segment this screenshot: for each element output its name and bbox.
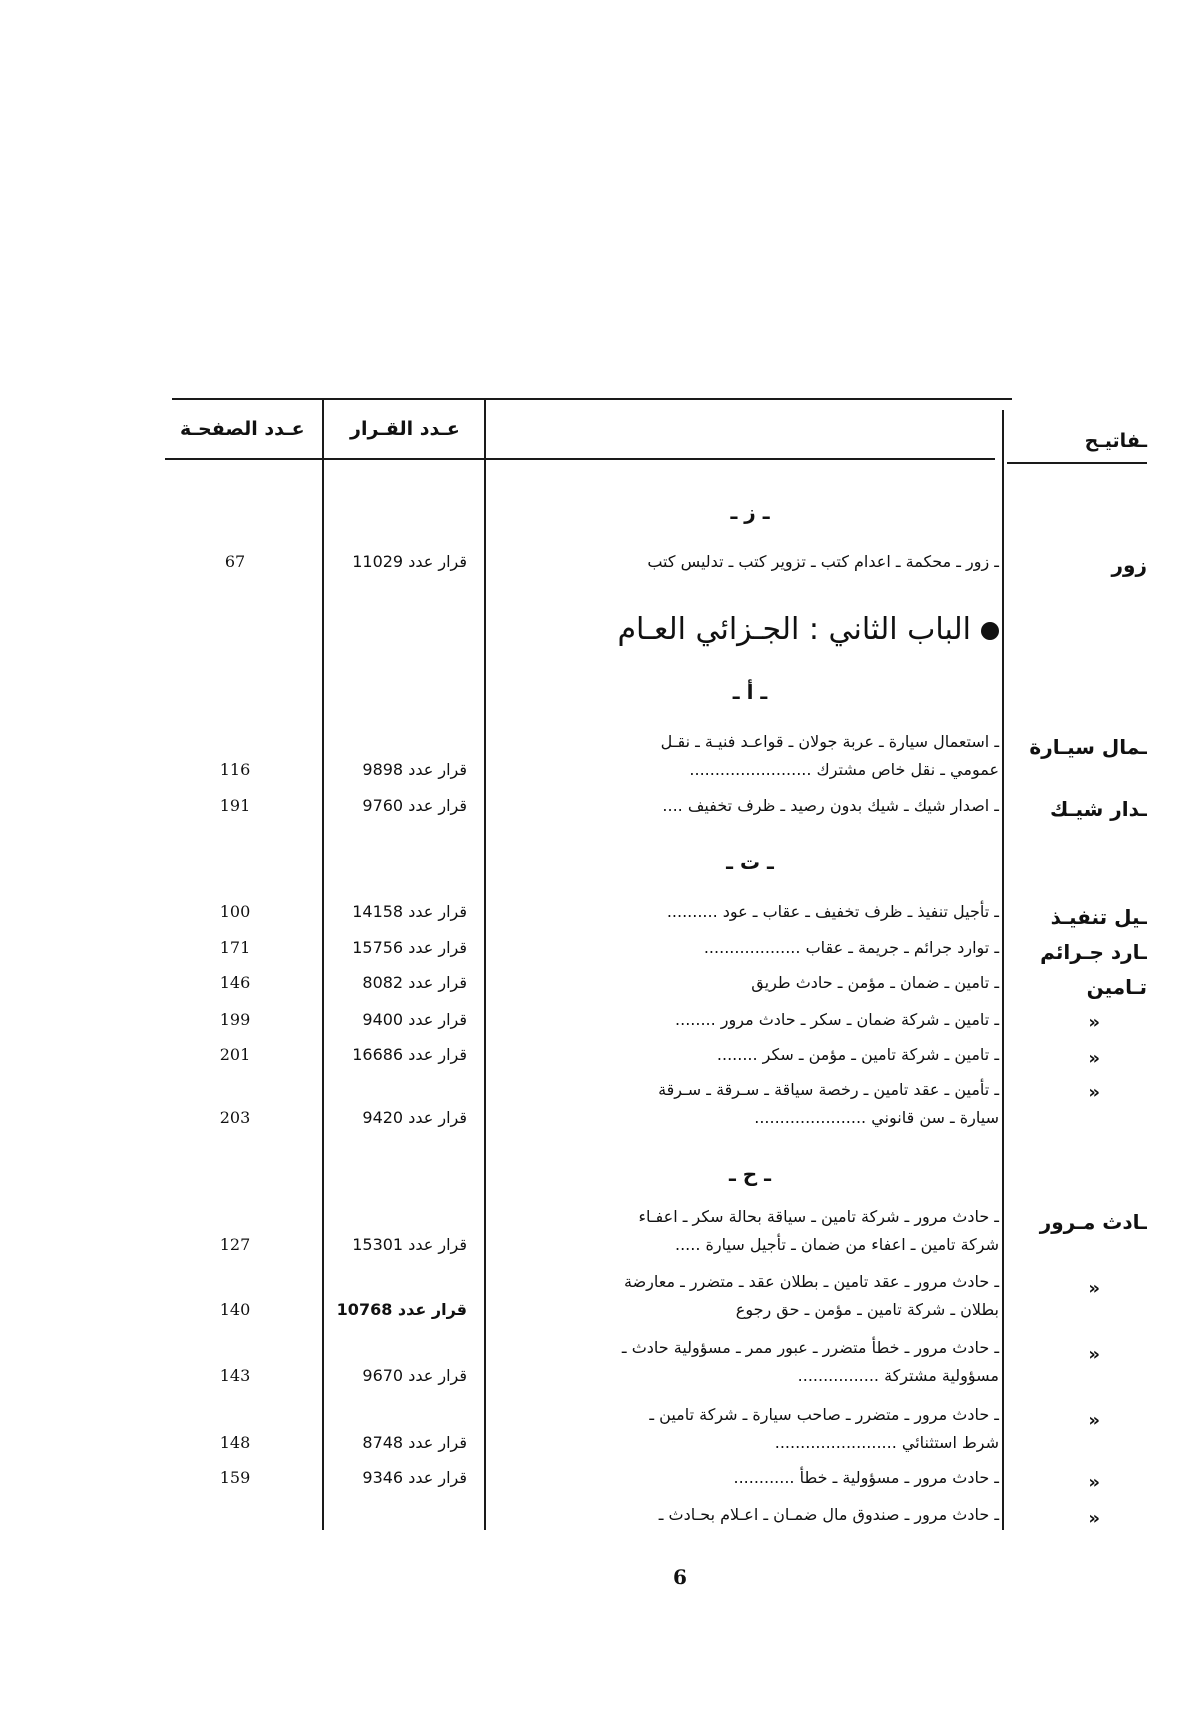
entry-description: ـ تأمين ـ عقد تامين ـ رخصة سياقة ـ سـرقة ـ سـرقة xyxy=(658,1080,999,1099)
bullet-icon xyxy=(981,622,999,640)
entry-description: ـ تأجيل تنفيذ ـ ظرف تخفيف ـ عقاب ـ عود .......... xyxy=(666,902,999,921)
ditto-mark: » xyxy=(1088,1082,1100,1103)
keys-column-header: ـفاتيـح xyxy=(1084,430,1147,452)
page-column-header: عـدد الصفحـة xyxy=(180,418,305,440)
page-number-cell: 159 xyxy=(219,1468,251,1487)
decision-number: قرار عدد 10768 xyxy=(336,1300,467,1319)
chapter-title: الباب الثاني : الجـزائي العـام xyxy=(617,612,999,647)
ditto-mark: » xyxy=(1088,1344,1100,1365)
decision-number: قرار عدد 9400 xyxy=(362,1010,467,1029)
entry-description: ـ حادث مرور ـ شركة تامين ـ سياقة بحالة سكر ـ اعفـاء xyxy=(638,1207,999,1226)
table-top-rule xyxy=(172,398,1012,400)
entry-description: ـ توارد جرائم ـ جريمة ـ عقاب ................... xyxy=(703,938,999,957)
entry-description: بطلان ـ شركة تامين ـ مؤمن ـ حق رجوع xyxy=(735,1300,999,1319)
keyword: زور xyxy=(1111,553,1147,577)
ditto-mark: » xyxy=(1088,1508,1100,1529)
entry-description: ـ حادث مرور ـ متضرر ـ صاحب سيارة ـ شركة تامين ـ xyxy=(649,1405,999,1424)
column-rule-1 xyxy=(322,400,324,1530)
decision-number: قرار عدد 15756 xyxy=(352,938,467,957)
keyword: ـارد جـرائم xyxy=(1040,940,1147,964)
entry-description: ـ حادث مرور ـ صندوق مال ضمـان ـ اعـلام بحـادث ـ xyxy=(658,1505,999,1524)
entry-description: ـ تامين ـ ضمان ـ مؤمن ـ حادث طريق xyxy=(751,973,999,992)
keyword: تـامين xyxy=(1086,975,1147,999)
entry-description: ـ حادث مرور ـ عقد تامين ـ بطلان عقد ـ متضرر ـ معارضة xyxy=(623,1272,999,1291)
ditto-mark: » xyxy=(1088,1472,1100,1493)
decision-number: قرار عدد 9760 xyxy=(362,796,467,815)
page-number-cell: 127 xyxy=(219,1235,251,1254)
entry-description: شركة تامين ـ اعفاء من ضمان ـ تأجيل سيارة ..... xyxy=(675,1235,999,1254)
entry-description: ـ حادث مرور ـ خطأ متضرر ـ عبور ممر ـ مسؤولية حادث ـ xyxy=(621,1338,999,1357)
entry-description: ـ اصدار شيك ـ شيك بدون رصيد ـ ظرف تخفيف .... xyxy=(662,796,999,815)
decision-number: قرار عدد 8748 xyxy=(362,1433,467,1452)
entry-description: ـ تامين ـ شركة ضمان ـ سكر ـ حادث مرور ........ xyxy=(675,1010,999,1029)
page-number-cell: 201 xyxy=(219,1045,251,1064)
keyword: ـيل تنفيـذ xyxy=(1050,905,1147,929)
page-number-cell: 191 xyxy=(219,796,251,815)
page-number-cell: 143 xyxy=(219,1366,251,1385)
section-zay: ـ ز ـ xyxy=(730,500,770,524)
ditto-mark: » xyxy=(1088,1012,1100,1033)
decision-number: قرار عدد 14158 xyxy=(352,902,467,921)
entry-description: مسؤولية مشتركة ................ xyxy=(797,1366,999,1385)
entry-description: ـ استعمال سيارة ـ عربة جولان ـ قواعـد فنيـة ـ نقـل xyxy=(660,732,999,751)
decision-number: قرار عدد 9670 xyxy=(362,1366,467,1385)
section-alif: ـ أ ـ xyxy=(732,680,768,704)
decision-number: قرار عدد 9346 xyxy=(362,1468,467,1487)
header-rule-right xyxy=(1007,462,1147,464)
entry-description: عمومي ـ نقل خاص مشترك ........................ xyxy=(689,760,999,779)
page-number-cell: 100 xyxy=(219,902,251,921)
section-taa: ـ ت ـ xyxy=(726,850,774,874)
keyword: ـمال سيـارة xyxy=(1029,735,1147,759)
page-number-cell: 146 xyxy=(219,973,251,992)
entry-description: ـ زور ـ محكمة ـ اعدام كتب ـ تزوير كتب ـ تدليس كتب xyxy=(647,552,999,571)
entry-description: شرط استثنائي ........................ xyxy=(774,1433,999,1452)
page-number-cell: 203 xyxy=(219,1108,251,1127)
decision-column-header: عـدد القـرار xyxy=(350,418,460,440)
ditto-mark: » xyxy=(1088,1048,1100,1069)
keyword: ـدار شيـك xyxy=(1049,797,1147,821)
decision-number: قرار عدد 9898 xyxy=(362,760,467,779)
page-number-cell: 199 xyxy=(219,1010,251,1029)
keyword: ـادث مـرور xyxy=(1039,1210,1147,1234)
decision-number: قرار عدد 9420 xyxy=(362,1108,467,1127)
decision-number: قرار عدد 11029 xyxy=(352,552,467,571)
page-number-cell: 148 xyxy=(219,1433,251,1452)
entry-description: ـ حادث مرور ـ مسؤولية ـ خطأ ............ xyxy=(733,1468,999,1487)
page-number: 6 xyxy=(673,1565,687,1589)
decision-number: قرار عدد 15301 xyxy=(352,1235,467,1254)
entry-description: سيارة ـ سن قانوني ...................... xyxy=(754,1108,999,1127)
entry-description: ـ تامين ـ شركة تامين ـ مؤمن ـ سكر ........ xyxy=(716,1045,999,1064)
decision-number: قرار عدد 16686 xyxy=(352,1045,467,1064)
section-haa: ـ ح ـ xyxy=(728,1162,771,1186)
header-rule-left xyxy=(165,458,995,460)
page-number-cell: 67 xyxy=(224,552,246,571)
column-rule-3 xyxy=(1002,410,1004,1530)
page-number-cell: 171 xyxy=(219,938,251,957)
ditto-mark: » xyxy=(1088,1278,1100,1299)
ditto-mark: » xyxy=(1088,1410,1100,1431)
page-number-cell: 140 xyxy=(219,1300,251,1319)
page-number-cell: 116 xyxy=(219,760,251,779)
decision-number: قرار عدد 8082 xyxy=(362,973,467,992)
